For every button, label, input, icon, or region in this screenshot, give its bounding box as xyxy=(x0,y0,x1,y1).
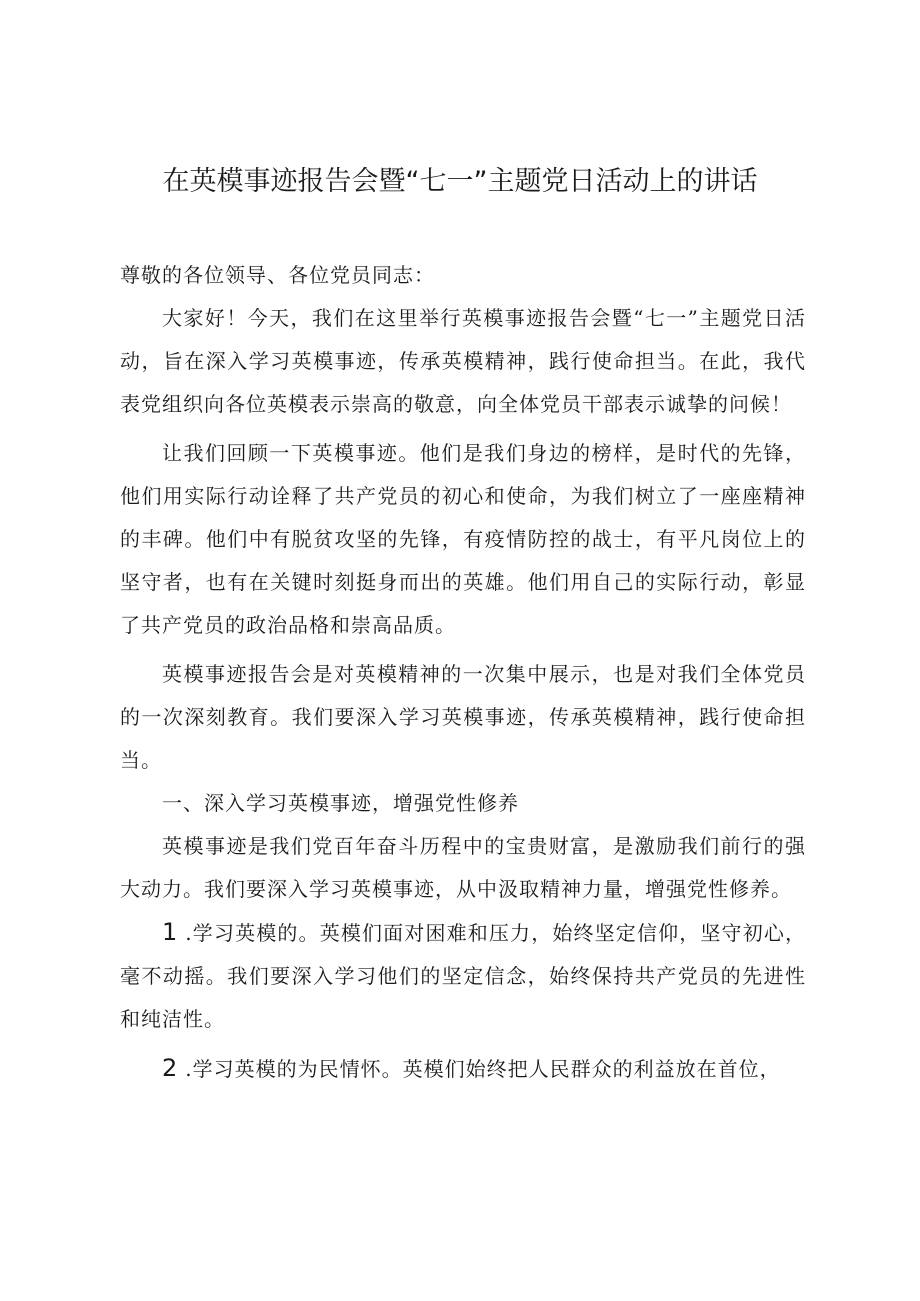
list-item-number: 1 xyxy=(162,918,186,946)
paragraph-report: 英模事迹报告会是对英模精神的一次集中展示，也是对我们全体党员的一次深刻教育。我们要深入学习英模事迹，传承英模精神，践行使命担当。 xyxy=(120,662,806,772)
document-body xyxy=(120,254,806,1091)
list-item-text: .学习英模的为民情怀。英模们始终把人民群众的利益放在首位， xyxy=(185,1057,781,1081)
paragraph-opening: 大家好！今天，我们在这里举行英模事迹报告会暨“七一”主题党日活动，旨在深入学习英模事迹，传承英模精神，践行使命担当。在此，我代表党组织向各位英模表示崇高的敬意，向全体党员干部表示诚挚的问候！ xyxy=(120,306,806,416)
paragraph-section-intro: 英模事迹是我们党百年奋斗历程中的宝贵财富，是激励我们前行的强大动力。我们要深入学习英模事迹，从中汲取精神力量，增强党性修养。 xyxy=(120,834,806,901)
paragraph-review: 让我们回顾一下英模事迹。他们是我们身边的榜样，是时代的先锋，他们用实际行动诠释了共产党员的初心和使命，为我们树立了一座座精神的丰碑。他们中有脱贫攻坚的先锋，有疫情防控的战士，有平凡岗位上的坚守者，也有在关键时刻挺身而出的英雄。他们用自己的实际行动，彰显了共产党员的政治品格和崇高品质。 xyxy=(120,441,806,637)
list-item-2 xyxy=(120,1047,806,1091)
list-item-number: 2 xyxy=(162,1054,186,1082)
document-title: 在英模事迹报告会暨“七一”主题党日活动上的讲话 xyxy=(162,166,758,197)
greeting: 尊敬的各位领导、各位党员同志： xyxy=(120,263,435,287)
section-heading-1: 一、深入学习英模事迹，增强党性修养 xyxy=(162,791,519,815)
list-item-text: .学习英模的。英模们面对困难和压力，始终坚定信仰，坚守初心，毫不动摇。我们要深入学习他们的坚定信念，始终保持共产党员的先进性和纯洁性。 xyxy=(120,921,806,1031)
list-item-1 xyxy=(120,911,806,1041)
